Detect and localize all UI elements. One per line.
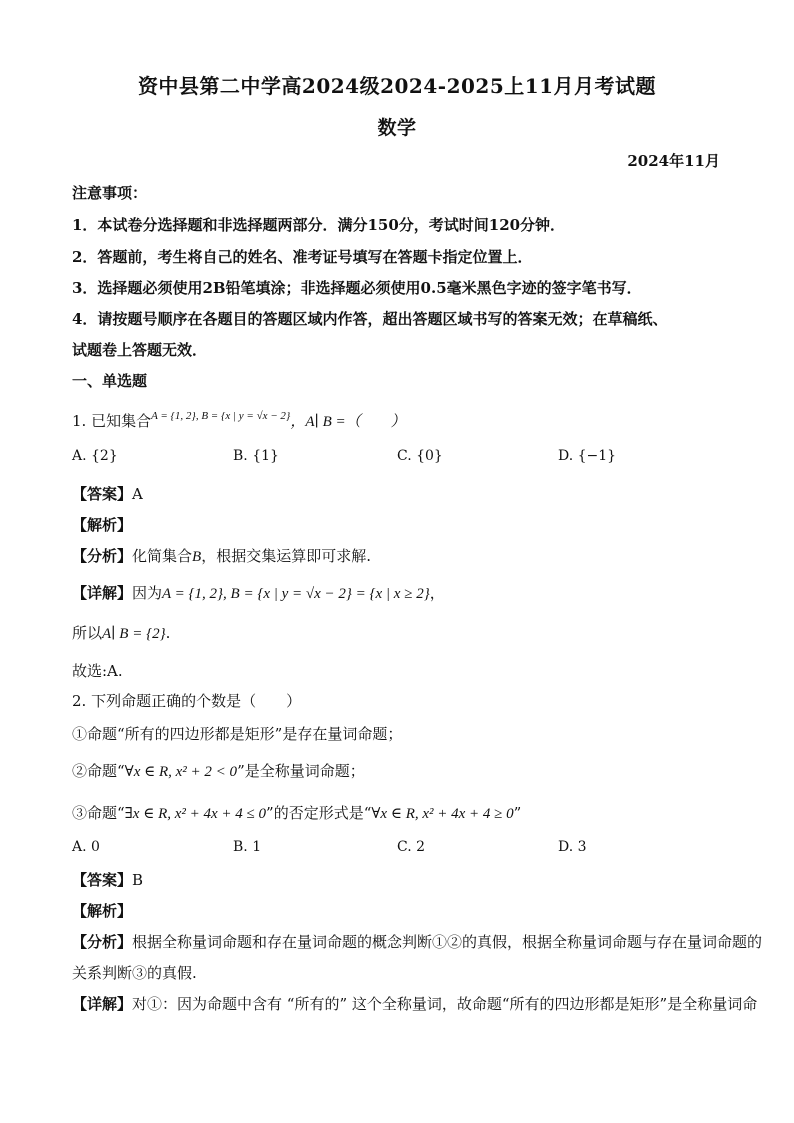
- q2-option-b: B. 1: [233, 839, 262, 855]
- q1-option-c: C. {0}: [397, 448, 443, 464]
- q2-statement-1: ①命题“所有的四边形都是矩形”是存在量词命题；: [72, 725, 403, 743]
- q1-stem-sets: A = {1, 2}, B = {x | y = √x − 2}: [151, 410, 291, 422]
- q1-xiangjie-b: ，: [429, 584, 445, 602]
- q2-fenxi-tag: 【分析】: [72, 933, 133, 951]
- notice-heading: 注意事项：: [72, 184, 148, 202]
- q1-xiangjie-a: 因为: [132, 584, 163, 602]
- notice-item-3: 3．选择题必须使用2B铅笔填涂；非选择题必须使用0.5毫米黑色字迹的签字笔书写．: [72, 279, 642, 297]
- q2-answer: [72, 869, 143, 890]
- q1-fenxi-b: ，根据交集运算即可求解.: [201, 547, 371, 565]
- q1-xiangjie-math: A = {1, 2}, B = {x | y = √x − 2} = {x | x ≥ 2}: [162, 586, 430, 602]
- q2-answer-value: B: [132, 871, 144, 889]
- q1-suoyi-b: .: [165, 624, 171, 642]
- q1-stem-suffix: ，A∣ B =（ ）: [290, 414, 406, 430]
- q2-answer-tag: 【答案】: [72, 871, 133, 889]
- q2-s2-math: ∀x ∈ R, x² + 2 < 0: [124, 764, 238, 780]
- q2-stem: 2. 下列命题正确的个数是（ ）: [72, 692, 302, 710]
- q2-s3-math: ∃x ∈ R, x² + 4x + 4 ≤ 0: [124, 806, 267, 822]
- q1-stem-prefix: 1. 已知集合: [72, 412, 152, 430]
- q2-xiangjie-text: 对①：因为命题中含有 “所有的” 这个全称量词，故命题“所有的四边形都是矩形”是全称量词命: [132, 995, 758, 1013]
- q2-fenxi-line-2: 关系判断③的真假.: [72, 964, 197, 982]
- q2-statement-2: [72, 760, 365, 781]
- exam-title: 资中县第二中学高2024级2024-2025上11月月考试题: [137, 74, 657, 98]
- q2-s3-a: ③命题“: [72, 804, 125, 822]
- q2-fenxi-a: 根据全称量词命题和存在量词命题的概念判断①②的真假，根据全称量词命题与存在量词命题的: [132, 933, 763, 951]
- q1-analysis-tag: 【解析】: [72, 516, 133, 534]
- notice-item-5: 试题卷上答题无效．: [72, 341, 208, 359]
- q1-fenxi-var: B: [192, 549, 202, 565]
- q2-xiangjie: [72, 993, 757, 1014]
- notice-item-1: 1．本试卷分选择题和非选择题两部分．满分150分，考试时间120分钟．: [72, 216, 566, 234]
- q1-fenxi-tag: 【分析】: [72, 547, 133, 565]
- q1-answer-value: A: [132, 485, 143, 503]
- notice-item-4: 4．请按题号顺序在各题目的答题区域内作答，超出答题区域书写的答案无效；在草稿纸、: [72, 310, 668, 328]
- q2-s3-b: ”的否定形式是“: [266, 804, 372, 822]
- q2-analysis-tag: 【解析】: [72, 902, 133, 920]
- q1-option-b: B. {1}: [233, 448, 279, 464]
- q1-guxuan: 故选:A.: [72, 662, 123, 680]
- q1-option-d: D. {−1}: [558, 448, 617, 464]
- q1-xiangjie: [72, 582, 445, 603]
- q2-s2-b: ”是全称量词命题；: [237, 762, 365, 780]
- q2-option-c: C. 2: [397, 839, 426, 855]
- q1-suoyi-a: 所以: [72, 624, 103, 642]
- q2-s3-c: ”: [513, 804, 522, 822]
- q2-option-a: A. 0: [72, 839, 100, 855]
- exam-date: 2024年11月: [627, 152, 720, 170]
- q2-s2-a: ②命题“: [72, 762, 125, 780]
- q1-suoyi: [72, 622, 170, 643]
- q1-answer-tag: 【答案】: [72, 485, 133, 503]
- section-heading: 一、单选题: [72, 372, 148, 390]
- notice-item-2: 2．答题前，考生将自己的姓名、准考证号填写在答题卡指定位置上．: [72, 248, 533, 266]
- q2-fenxi-line-1: [72, 931, 762, 952]
- q2-s3-math2: ∀x ∈ R, x² + 4x + 4 ≥ 0: [371, 806, 514, 822]
- q2-option-d: D. 3: [558, 839, 587, 855]
- q1-fenxi: [72, 545, 371, 566]
- exam-subject: 数学: [377, 117, 417, 139]
- q1-option-a: A. {2}: [72, 448, 118, 464]
- q2-statement-3: [72, 802, 521, 823]
- q1-xiangjie-tag: 【详解】: [72, 584, 133, 602]
- q1-stem: [72, 410, 406, 431]
- q1-answer: [72, 483, 143, 504]
- q2-xiangjie-tag: 【详解】: [72, 995, 133, 1013]
- q1-fenxi-a: 化简集合: [132, 547, 193, 565]
- q1-suoyi-math: A∣ B = {2}: [102, 626, 166, 642]
